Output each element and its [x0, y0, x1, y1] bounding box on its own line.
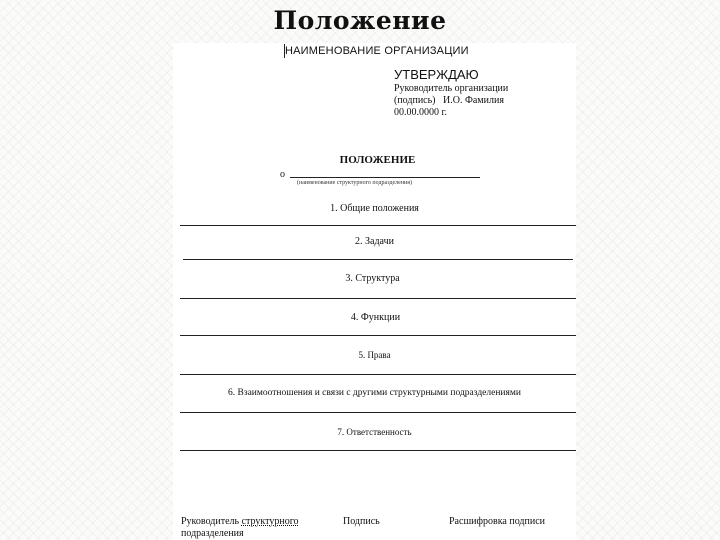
section-7: 7. Ответственность	[337, 427, 412, 437]
section-divider	[180, 225, 576, 226]
organization-name: НАИМЕНОВАНИЕ ОРГАНИЗАЦИИ	[285, 45, 469, 57]
about-prefix: о	[280, 169, 285, 180]
document-page	[173, 43, 576, 540]
document-title: ПОЛОЖЕНИЕ	[339, 154, 416, 166]
signature-sign: Подпись	[343, 516, 380, 527]
section-divider	[180, 298, 576, 299]
section-6: 6. Взаимоотношения и связи с другими структурными подразделениями	[228, 388, 521, 398]
about-blank-line	[290, 177, 480, 178]
section-3: 3. Структура	[345, 273, 400, 284]
section-divider	[183, 259, 573, 260]
section-divider	[180, 450, 576, 451]
slide-title: Положение	[273, 6, 447, 35]
approval-position: Руководитель организации	[394, 83, 509, 94]
section-5: 5. Права	[358, 350, 391, 360]
section-divider	[180, 412, 576, 413]
signature-head-word: Руководитель	[181, 516, 240, 527]
section-2: 2. Задачи	[355, 236, 394, 247]
signature-head-struct: структурного	[241, 516, 299, 527]
approval-signature: (подпись) И.О. Фамилия	[394, 95, 504, 106]
section-1: 1. Общие положения	[330, 203, 419, 214]
about-caption: (наименование структурного подразделения)	[297, 180, 413, 186]
section-divider	[180, 335, 576, 336]
signature-head	[181, 516, 299, 540]
signature-decoding: Расшифровка подписи	[449, 516, 545, 527]
signature-head-unit: подразделения	[181, 528, 244, 539]
section-4: 4. Функции	[350, 312, 401, 323]
section-divider	[180, 374, 576, 375]
approval-date: 00.00.0000 г.	[394, 107, 447, 118]
approval-heading: УТВЕРЖДАЮ	[394, 67, 479, 82]
